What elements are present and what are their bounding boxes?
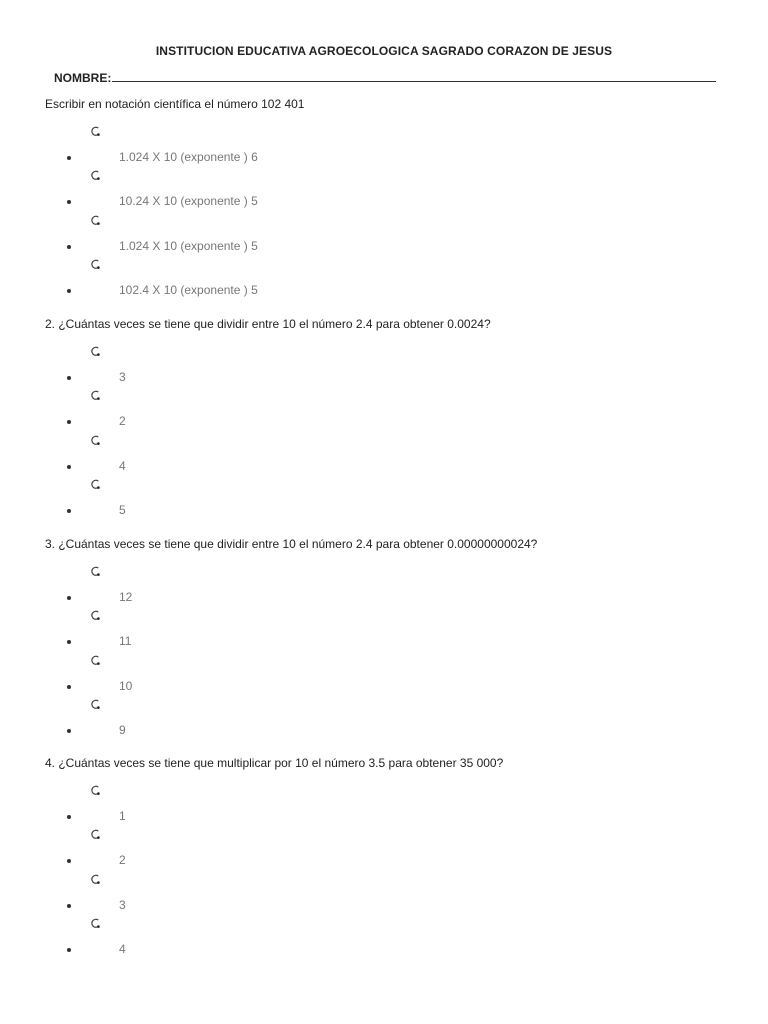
bullet-icon [67,509,71,513]
question-4-option-1[interactable]: 1 [119,809,126,823]
question-2-text: 2. ¿Cuántas veces se tiene que dividir entre 10 el número 2.4 para obtener 0.0024? [45,317,491,331]
question-1-text: Escribir en notación científica el número 102 401 [45,97,305,111]
radio-icon[interactable] [90,564,101,575]
bullet-icon [67,815,71,819]
name-underline [112,70,716,82]
page-title: INSTITUCION EDUCATIVA AGROECOLOGICA SAGRADO CORAZON DE JESUS [155,44,613,58]
radio-icon[interactable] [90,168,101,179]
question-4-option-3[interactable]: 3 [119,897,126,912]
question-2-option-1[interactable]: 3 [119,370,126,384]
bullet-icon [67,200,71,204]
name-field[interactable] [54,70,716,85]
bullet-icon [67,245,71,249]
radio-icon[interactable] [90,916,101,927]
bullet-icon [67,376,71,380]
radio-icon[interactable] [90,433,101,444]
question-3-option-4[interactable]: 9 [119,722,126,737]
question-4-option-2[interactable]: 2 [119,853,126,868]
question-1-option-3[interactable]: 1.024 X 10 (exponente ) 5 [119,238,258,253]
bullet-icon [67,156,71,160]
bullet-icon [67,640,71,644]
radio-icon[interactable] [90,344,101,355]
name-label: NOMBRE: [54,71,112,85]
question-4-option-4[interactable]: 4 [119,941,126,956]
bullet-icon [67,685,71,689]
question-4-text: 4. ¿Cuántas veces se tiene que multiplicar por 10 el número 3.5 para obtener 35 000? [45,756,504,770]
bullet-icon [67,729,71,733]
radio-icon[interactable] [90,477,101,488]
bullet-icon [67,904,71,908]
question-1-option-1[interactable]: 1.024 X 10 (exponente ) 6 [119,150,258,164]
question-3-option-1[interactable]: 12 [119,590,133,604]
radio-icon[interactable] [90,257,101,268]
bullet-icon [67,289,71,293]
bullet-icon [67,465,71,469]
question-3-option-3[interactable]: 10 [119,678,133,693]
radio-icon[interactable] [90,608,101,619]
question-1-option-2[interactable]: 10.24 X 10 (exponente ) 5 [119,194,258,209]
bullet-icon [67,420,71,424]
bullet-icon [67,596,71,600]
question-2-option-2[interactable]: 2 [119,414,126,429]
question-3-text: 3. ¿Cuántas veces se tiene que dividir entre 10 el número 2.4 para obtener 0.00000000024? [45,537,538,551]
radio-icon[interactable] [90,783,101,794]
question-2-option-3[interactable]: 4 [119,458,126,473]
radio-icon[interactable] [90,697,101,708]
bullet-icon [67,948,71,952]
radio-icon[interactable] [90,827,101,838]
radio-icon[interactable] [90,124,101,135]
radio-icon[interactable] [90,213,101,224]
question-1-option-4[interactable]: 102.4 X 10 (exponente ) 5 [119,282,258,297]
radio-icon[interactable] [90,653,101,664]
radio-icon[interactable] [90,388,101,399]
question-2-option-4[interactable]: 5 [119,502,126,517]
question-3-option-2[interactable]: 11 [119,634,132,649]
bullet-icon [67,859,71,863]
radio-icon[interactable] [90,872,101,883]
